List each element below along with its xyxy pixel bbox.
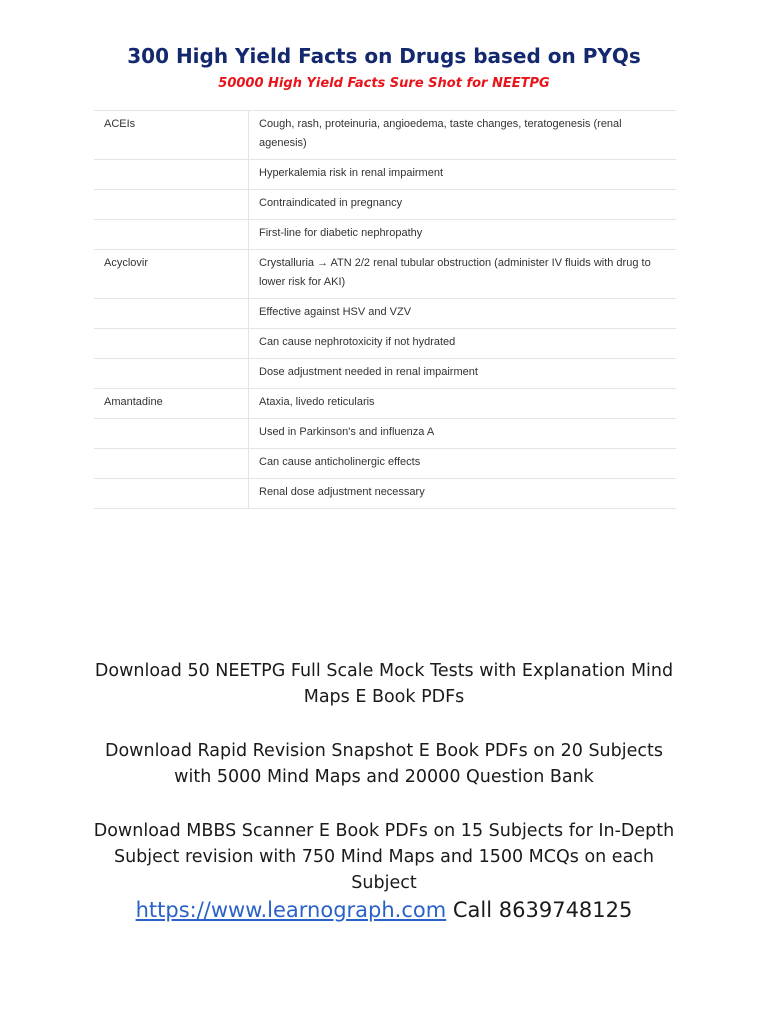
drug-name-cell	[94, 359, 249, 389]
drug-fact-cell: Dose adjustment needed in renal impairment	[249, 359, 677, 389]
table-row	[94, 329, 676, 359]
drug-name-cell: Acyclovir	[94, 250, 249, 299]
page-subtitle: 50000 High Yield Facts Sure Shot for NEETPG	[218, 76, 550, 91]
drug-fact-cell: First-line for diabetic nephropathy	[249, 220, 677, 250]
drug-name-cell	[94, 190, 249, 220]
drug-name-cell	[94, 329, 249, 359]
drug-name-cell	[94, 449, 249, 479]
drug-name-cell	[94, 479, 249, 509]
drug-facts-table-body	[94, 111, 676, 509]
table-row	[94, 220, 676, 250]
drug-fact-cell: Renal dose adjustment necessary	[249, 479, 677, 509]
drug-name-cell	[94, 299, 249, 329]
promo-mock-tests: Download 50 NEETPG Full Scale Mock Tests with Explanation Mind Maps E Book PDFs	[94, 661, 674, 707]
phone-call-text: Call 8639748125	[452, 898, 633, 922]
website-link[interactable]: https://www.learnograph.com	[135, 898, 447, 922]
drug-name-cell	[94, 419, 249, 449]
drug-name-cell: ACEIs	[94, 111, 249, 160]
table-row	[94, 449, 676, 479]
table-row	[94, 160, 676, 190]
table-row	[94, 479, 676, 509]
drug-fact-cell: Cough, rash, proteinuria, angioedema, taste changes, teratogenesis (renal agenesis)	[249, 111, 677, 160]
drug-name-cell	[94, 160, 249, 190]
table-row	[94, 419, 676, 449]
contact-line	[0, 898, 768, 922]
table-row	[94, 250, 676, 299]
drug-fact-cell: Crystalluria → ATN 2/2 renal tubular obstruction (administer IV fluids with drug to lower risk for AKI)	[249, 250, 677, 299]
drug-name-cell: Amantadine	[94, 389, 249, 419]
drug-fact-cell: Contraindicated in pregnancy	[249, 190, 677, 220]
promo-mbbs-scanner: Download MBBS Scanner E Book PDFs on 15 Subjects for In-Depth Subject revision with 750 Mind Maps and 1500 MCQs on each Subject	[93, 821, 675, 893]
table-row	[94, 299, 676, 329]
table-row	[94, 111, 676, 160]
promo-rapid-revision: Download Rapid Revision Snapshot E Book PDFs on 20 Subjects with 5000 Mind Maps and 20000 Question Bank	[104, 741, 663, 787]
table-row	[94, 190, 676, 220]
table-row	[94, 389, 676, 419]
drug-facts-table	[94, 110, 676, 509]
drug-name-cell	[94, 220, 249, 250]
drug-fact-cell: Can cause anticholinergic effects	[249, 449, 677, 479]
table-row	[94, 359, 676, 389]
drug-fact-cell: Hyperkalemia risk in renal impairment	[249, 160, 677, 190]
drug-fact-cell: Can cause nephrotoxicity if not hydrated	[249, 329, 677, 359]
page-title: 300 High Yield Facts on Drugs based on PYQs	[127, 44, 641, 68]
drug-fact-cell: Used in Parkinson's and influenza A	[249, 419, 677, 449]
drug-fact-cell: Ataxia, livedo reticularis	[249, 389, 677, 419]
drug-fact-cell: Effective against HSV and VZV	[249, 299, 677, 329]
